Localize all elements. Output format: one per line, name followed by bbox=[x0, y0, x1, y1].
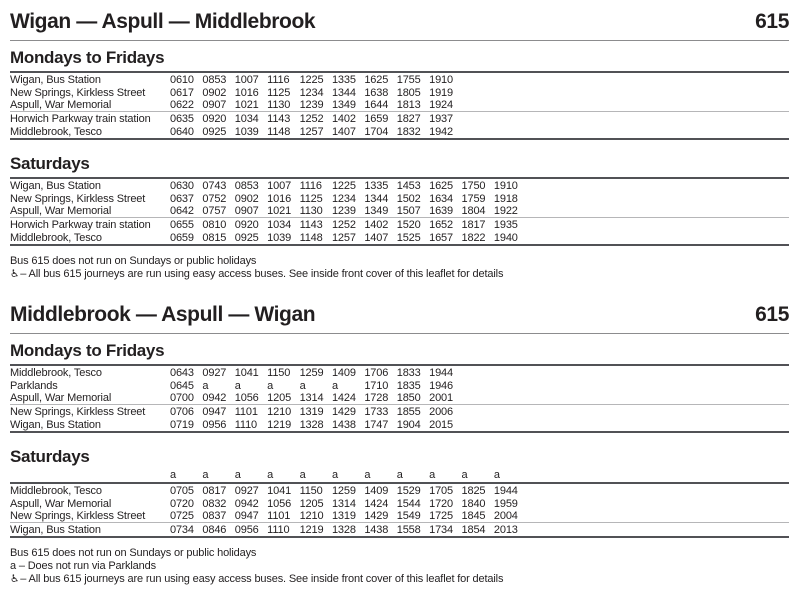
note bbox=[10, 255, 789, 268]
departure-time: 1429 bbox=[364, 510, 389, 522]
stop-name: Wigan, Bus Station bbox=[10, 523, 101, 536]
departure-time: 1734 bbox=[429, 523, 453, 536]
departure-time: 1704 bbox=[364, 125, 389, 138]
departure-time: 1424 bbox=[331, 392, 356, 404]
departure-time: 1529 bbox=[396, 484, 421, 497]
departure-time: 1409 bbox=[364, 484, 389, 497]
departure-time: 1904 bbox=[396, 418, 421, 431]
timetable-row bbox=[10, 218, 789, 231]
departure-time: 0837 bbox=[202, 510, 227, 522]
timetable bbox=[10, 177, 789, 246]
departure-time: 1239 bbox=[331, 205, 356, 217]
qualifier-letter: a bbox=[396, 469, 403, 481]
departure-time: 1056 bbox=[267, 497, 292, 510]
note-text: Bus 615 does not run on Sundays or public holidays bbox=[10, 547, 257, 559]
stop-name: New Springs, Kirkless Street bbox=[10, 510, 146, 522]
departure-time: 0655 bbox=[170, 218, 194, 231]
departure-time: 1813 bbox=[396, 99, 421, 111]
departure-time: 1252 bbox=[299, 112, 324, 125]
departure-time: 1034 bbox=[267, 218, 292, 231]
departure-time: 1919 bbox=[429, 86, 453, 99]
departure-time: 1638 bbox=[364, 86, 389, 99]
departure-time: 0810 bbox=[202, 218, 227, 231]
departure-time: 1335 bbox=[331, 73, 356, 86]
departure-time: 1805 bbox=[396, 86, 421, 99]
stop-name: Aspull, War Memorial bbox=[10, 205, 112, 217]
departure-time: 1219 bbox=[267, 418, 292, 431]
departure-time: 0920 bbox=[234, 218, 259, 231]
departure-time: 0902 bbox=[202, 86, 227, 99]
departure-time: 0927 bbox=[234, 484, 259, 497]
qualifier-letter: a bbox=[170, 469, 176, 481]
departure-time: 1946 bbox=[429, 379, 453, 392]
departure-time: 1148 bbox=[267, 125, 291, 138]
departure-time: 2001 bbox=[429, 392, 453, 404]
departure-time: 0815 bbox=[202, 231, 227, 244]
departure-time: 0853 bbox=[234, 179, 259, 192]
departure-time: 1755 bbox=[396, 73, 421, 86]
departure-time: 1918 bbox=[493, 192, 518, 205]
qualifier-letter: a bbox=[461, 469, 468, 481]
departure-time: a bbox=[234, 379, 241, 392]
departure-time: 0706 bbox=[170, 405, 194, 418]
timetable-row bbox=[10, 392, 789, 405]
departure-time: 0853 bbox=[202, 73, 227, 86]
stop-name: Middlebrook, Tesco bbox=[10, 125, 102, 138]
departure-time: 1733 bbox=[364, 405, 389, 418]
departure-time: 1502 bbox=[396, 192, 421, 205]
departure-time: 0947 bbox=[202, 405, 227, 418]
departure-time: 1625 bbox=[364, 73, 389, 86]
stop-name: Horwich Parkway train station bbox=[10, 112, 151, 125]
timetable-row bbox=[10, 366, 789, 379]
departure-time: 1940 bbox=[493, 231, 518, 244]
timetable-row bbox=[10, 523, 789, 536]
departure-time: 1827 bbox=[396, 112, 421, 125]
departure-time: 1225 bbox=[331, 179, 356, 192]
departure-time: 0942 bbox=[234, 497, 259, 510]
departure-time: 1438 bbox=[331, 418, 356, 431]
departure-time: 1259 bbox=[299, 366, 324, 379]
departure-time: 1840 bbox=[461, 497, 486, 510]
departure-time: 1409 bbox=[331, 366, 356, 379]
departure-time: 1125 bbox=[267, 86, 291, 99]
departure-time: 0956 bbox=[202, 418, 227, 431]
day-heading: Saturdays bbox=[10, 154, 90, 173]
departure-time: 1944 bbox=[493, 484, 518, 497]
qualifier-letter: a bbox=[364, 469, 371, 481]
departure-time: 1349 bbox=[331, 99, 356, 111]
departure-time: 1710 bbox=[364, 379, 389, 392]
departure-time: 0640 bbox=[170, 125, 194, 138]
departure-time: 1210 bbox=[267, 405, 292, 418]
departure-time: 1728 bbox=[364, 392, 389, 404]
departure-time: a bbox=[202, 379, 209, 392]
timetable-row bbox=[10, 86, 789, 99]
departure-time: 1804 bbox=[461, 205, 486, 217]
qualifier-letter: a bbox=[299, 469, 306, 481]
departure-time: 0610 bbox=[170, 73, 194, 86]
qualifier-letter: a bbox=[202, 469, 209, 481]
departure-time: 1021 bbox=[267, 205, 292, 217]
departure-time: 1822 bbox=[461, 231, 486, 244]
timetable-row bbox=[10, 112, 789, 125]
departure-time: 1558 bbox=[396, 523, 421, 536]
departure-time: 1056 bbox=[234, 392, 259, 404]
departure-time: 1150 bbox=[299, 484, 323, 497]
departure-time: 2013 bbox=[493, 523, 518, 536]
departure-time: 1110 bbox=[234, 418, 258, 431]
departure-time: 1344 bbox=[331, 86, 356, 99]
departure-time: 1039 bbox=[267, 231, 292, 244]
wheelchair-icon: ♿ bbox=[10, 268, 20, 280]
timetables bbox=[10, 341, 789, 538]
departure-time: 1825 bbox=[461, 484, 486, 497]
departure-time: 1116 bbox=[267, 73, 290, 86]
departure-time: 1544 bbox=[396, 497, 421, 510]
departure-time: 1750 bbox=[461, 179, 486, 192]
departure-time: a bbox=[267, 379, 274, 392]
departure-time: 1234 bbox=[331, 192, 356, 205]
stop-name: New Springs, Kirkless Street bbox=[10, 86, 146, 99]
timetable-row bbox=[10, 484, 789, 497]
route-header bbox=[10, 303, 789, 334]
departure-time: 0925 bbox=[202, 125, 227, 138]
departure-time: 0659 bbox=[170, 231, 194, 244]
stop-name: Middlebrook, Tesco bbox=[10, 231, 102, 244]
timetable-block bbox=[10, 341, 789, 433]
departure-time: 1314 bbox=[331, 497, 356, 510]
departure-time: 1344 bbox=[364, 192, 389, 205]
departure-time: 0642 bbox=[170, 205, 194, 217]
departure-time: 1257 bbox=[331, 231, 356, 244]
departure-time: 1644 bbox=[364, 99, 389, 111]
departure-time: 1855 bbox=[396, 405, 421, 418]
departure-time: 1039 bbox=[234, 125, 259, 138]
departure-time: 1257 bbox=[299, 125, 324, 138]
departure-time: 1110 bbox=[267, 523, 290, 536]
departure-time: 1021 bbox=[234, 99, 259, 111]
departure-time: 1034 bbox=[234, 112, 259, 125]
note bbox=[10, 573, 789, 586]
departure-time: 1148 bbox=[299, 231, 323, 244]
qualifier-letter: a bbox=[234, 469, 241, 481]
departure-time: 0725 bbox=[170, 510, 194, 522]
day-heading: Saturdays bbox=[10, 447, 90, 466]
departure-time: 1016 bbox=[267, 192, 292, 205]
departure-time: 1625 bbox=[429, 179, 453, 192]
departure-time: a bbox=[331, 379, 338, 392]
stop-name: New Springs, Kirkless Street bbox=[10, 192, 146, 205]
departure-time: 0645 bbox=[170, 379, 194, 392]
departure-time: 0947 bbox=[234, 510, 259, 522]
departure-time: 1922 bbox=[493, 205, 518, 217]
timetable-row bbox=[10, 192, 789, 205]
departure-time: 1125 bbox=[299, 192, 323, 205]
departure-time: 1239 bbox=[299, 99, 324, 111]
departure-time: 1319 bbox=[331, 510, 356, 522]
departure-time: 1407 bbox=[364, 231, 389, 244]
departure-time: 0700 bbox=[170, 392, 194, 404]
departure-time: 0757 bbox=[202, 205, 227, 217]
departure-time: 0637 bbox=[170, 192, 194, 205]
departure-time: 0635 bbox=[170, 112, 194, 125]
departure-time: 1429 bbox=[331, 405, 356, 418]
stop-name: Aspull, War Memorial bbox=[10, 392, 112, 404]
departure-time: 2015 bbox=[429, 418, 453, 431]
departure-time: 1507 bbox=[396, 205, 421, 217]
timetable-block bbox=[10, 447, 789, 538]
stop-name: Middlebrook, Tesco bbox=[10, 366, 102, 379]
departure-time: 1659 bbox=[364, 112, 389, 125]
day-heading: Mondays to Fridays bbox=[10, 48, 165, 67]
route-number-badge: 615 bbox=[755, 10, 789, 33]
qualifier-letter: a bbox=[493, 469, 500, 481]
departure-time: 2006 bbox=[429, 405, 453, 418]
note bbox=[10, 547, 789, 560]
departure-time: 0927 bbox=[202, 366, 227, 379]
stop-name: New Springs, Kirkless Street bbox=[10, 405, 146, 418]
departure-time: 1016 bbox=[234, 86, 259, 99]
departure-time: 1328 bbox=[299, 418, 324, 431]
departure-time: 1225 bbox=[299, 73, 324, 86]
stop-name: Aspull, War Memorial bbox=[10, 99, 112, 111]
timetable-row bbox=[10, 99, 789, 112]
timetable-row bbox=[10, 73, 789, 86]
departure-time: 0920 bbox=[202, 112, 227, 125]
departure-time: 0630 bbox=[170, 179, 194, 192]
departure-time: 1525 bbox=[396, 231, 421, 244]
departure-time: 0719 bbox=[170, 418, 194, 431]
note bbox=[10, 268, 789, 281]
timetable-row bbox=[10, 379, 789, 392]
timetable bbox=[10, 482, 789, 538]
qualifier-letter: a bbox=[267, 469, 274, 481]
departure-time: 1850 bbox=[396, 392, 421, 404]
timetable-block bbox=[10, 48, 789, 140]
route-title: Wigan — Aspull — Middlebrook bbox=[10, 10, 316, 33]
wheelchair-icon: ♿ bbox=[10, 573, 20, 585]
departure-time: 1832 bbox=[396, 125, 421, 138]
departure-time: 1007 bbox=[267, 179, 292, 192]
departure-time: 1349 bbox=[364, 205, 389, 217]
departure-time: 1143 bbox=[299, 218, 323, 231]
departure-time: 0720 bbox=[170, 497, 194, 510]
note-text: – All bus 615 journeys are run using easy access buses. See inside front cover of this leaflet for details bbox=[20, 268, 504, 280]
departure-time: 1234 bbox=[299, 86, 324, 99]
departure-time: 1652 bbox=[429, 218, 453, 231]
departure-time: 1910 bbox=[493, 179, 518, 192]
departure-time: 1402 bbox=[331, 112, 356, 125]
departure-time: 1319 bbox=[299, 405, 324, 418]
departure-time: 1205 bbox=[299, 497, 324, 510]
departure-time: 1101 bbox=[234, 405, 258, 418]
stop-name: Horwich Parkway train station bbox=[10, 218, 151, 231]
stop-name: Wigan, Bus Station bbox=[10, 418, 101, 431]
departure-time: 1845 bbox=[461, 510, 486, 522]
stop-name: Middlebrook, Tesco bbox=[10, 484, 102, 497]
departure-time: 1657 bbox=[429, 231, 453, 244]
departure-time: 0622 bbox=[170, 99, 194, 111]
notes bbox=[10, 547, 789, 586]
departure-time: 1453 bbox=[396, 179, 421, 192]
day-heading: Mondays to Fridays bbox=[10, 341, 165, 360]
departure-time: 1634 bbox=[429, 192, 453, 205]
departure-time: 1041 bbox=[234, 366, 259, 379]
note-text: Bus 615 does not run on Sundays or public holidays bbox=[10, 255, 257, 267]
route-number-badge: 615 bbox=[755, 303, 789, 326]
stop-name: Wigan, Bus Station bbox=[10, 179, 101, 192]
departure-time: 0925 bbox=[234, 231, 259, 244]
departure-time: 1252 bbox=[331, 218, 356, 231]
departure-time: 1402 bbox=[364, 218, 389, 231]
departure-time: 0902 bbox=[234, 192, 259, 205]
departure-time: 1259 bbox=[331, 484, 356, 497]
departure-time: 0643 bbox=[170, 366, 194, 379]
departure-time: 1705 bbox=[429, 484, 453, 497]
departure-time: 0956 bbox=[234, 523, 259, 536]
note bbox=[10, 560, 789, 573]
departure-time: 1747 bbox=[364, 418, 389, 431]
departure-time: 1520 bbox=[396, 218, 421, 231]
notes bbox=[10, 255, 789, 281]
departure-time: 0752 bbox=[202, 192, 227, 205]
departure-time: 1833 bbox=[396, 366, 421, 379]
section-wigan-to-middlebrook bbox=[10, 10, 789, 281]
departure-time: 2004 bbox=[493, 510, 518, 522]
departure-time: 1835 bbox=[396, 379, 421, 392]
departure-time: 0817 bbox=[202, 484, 227, 497]
departure-time: 1130 bbox=[267, 99, 291, 111]
timetable-row bbox=[10, 205, 789, 218]
timetable-row bbox=[10, 179, 789, 192]
departure-time: 1759 bbox=[461, 192, 486, 205]
qualifier-row bbox=[10, 470, 789, 482]
departure-time: 1817 bbox=[461, 218, 486, 231]
timetable-row bbox=[10, 497, 789, 510]
departure-time: 1720 bbox=[429, 497, 453, 510]
departure-time: 1314 bbox=[299, 392, 324, 404]
departure-time: 0734 bbox=[170, 523, 194, 536]
departure-time: 1041 bbox=[267, 484, 292, 497]
departure-time: 1639 bbox=[429, 205, 453, 217]
departure-time: 1959 bbox=[493, 497, 518, 510]
note-text: – All bus 615 journeys are run using easy access buses. See inside front cover of this leaflet for details bbox=[20, 573, 504, 585]
departure-time: 1101 bbox=[267, 510, 291, 522]
qualifier-letter: a bbox=[331, 469, 338, 481]
departure-time: a bbox=[299, 379, 306, 392]
departure-time: 1219 bbox=[299, 523, 324, 536]
departure-time: 1942 bbox=[429, 125, 453, 138]
departure-time: 1910 bbox=[429, 73, 453, 86]
departure-time: 0907 bbox=[202, 99, 227, 111]
departure-time: 1706 bbox=[364, 366, 389, 379]
route-title: Middlebrook — Aspull — Wigan bbox=[10, 303, 316, 326]
departure-time: 1328 bbox=[331, 523, 356, 536]
departure-time: 1935 bbox=[493, 218, 518, 231]
timetable-block bbox=[10, 154, 789, 246]
timetable bbox=[10, 71, 789, 140]
timetable-row bbox=[10, 405, 789, 418]
departure-time: 1335 bbox=[364, 179, 389, 192]
timetables bbox=[10, 48, 789, 246]
note-text: a – Does not run via Parklands bbox=[10, 560, 156, 572]
qualifier-letter: a bbox=[429, 469, 436, 481]
timetable-row bbox=[10, 510, 789, 523]
timetable-row bbox=[10, 418, 789, 431]
departure-time: 1130 bbox=[299, 205, 323, 217]
timetable-row bbox=[10, 125, 789, 138]
departure-time: 0617 bbox=[170, 86, 194, 99]
departure-time: 1205 bbox=[267, 392, 292, 404]
departure-time: 1725 bbox=[429, 510, 453, 522]
departure-time: 1937 bbox=[429, 112, 453, 125]
departure-time: 1150 bbox=[267, 366, 291, 379]
departure-time: 0832 bbox=[202, 497, 227, 510]
departure-time: 1924 bbox=[429, 99, 453, 111]
departure-time: 1116 bbox=[299, 179, 322, 192]
departure-time: 1210 bbox=[299, 510, 324, 522]
stop-name: Parklands bbox=[10, 379, 58, 392]
departure-time: 1944 bbox=[429, 366, 453, 379]
departure-time: 1438 bbox=[364, 523, 389, 536]
departure-time: 1007 bbox=[234, 73, 259, 86]
stop-name: Aspull, War Memorial bbox=[10, 497, 112, 510]
departure-time: 0743 bbox=[202, 179, 227, 192]
timetable bbox=[10, 364, 789, 433]
departure-time: 0705 bbox=[170, 484, 194, 497]
departure-time: 1407 bbox=[331, 125, 356, 138]
timetable-row bbox=[10, 231, 789, 244]
departure-time: 1549 bbox=[396, 510, 421, 522]
departure-time: 0907 bbox=[234, 205, 259, 217]
stop-name: Wigan, Bus Station bbox=[10, 73, 101, 86]
section-middlebrook-to-wigan bbox=[10, 303, 789, 586]
departure-time: 1424 bbox=[364, 497, 389, 510]
departure-time: 1143 bbox=[267, 112, 291, 125]
departure-time: 1854 bbox=[461, 523, 486, 536]
departure-time: 0942 bbox=[202, 392, 227, 404]
departure-time: 0846 bbox=[202, 523, 227, 536]
route-header bbox=[10, 10, 789, 41]
